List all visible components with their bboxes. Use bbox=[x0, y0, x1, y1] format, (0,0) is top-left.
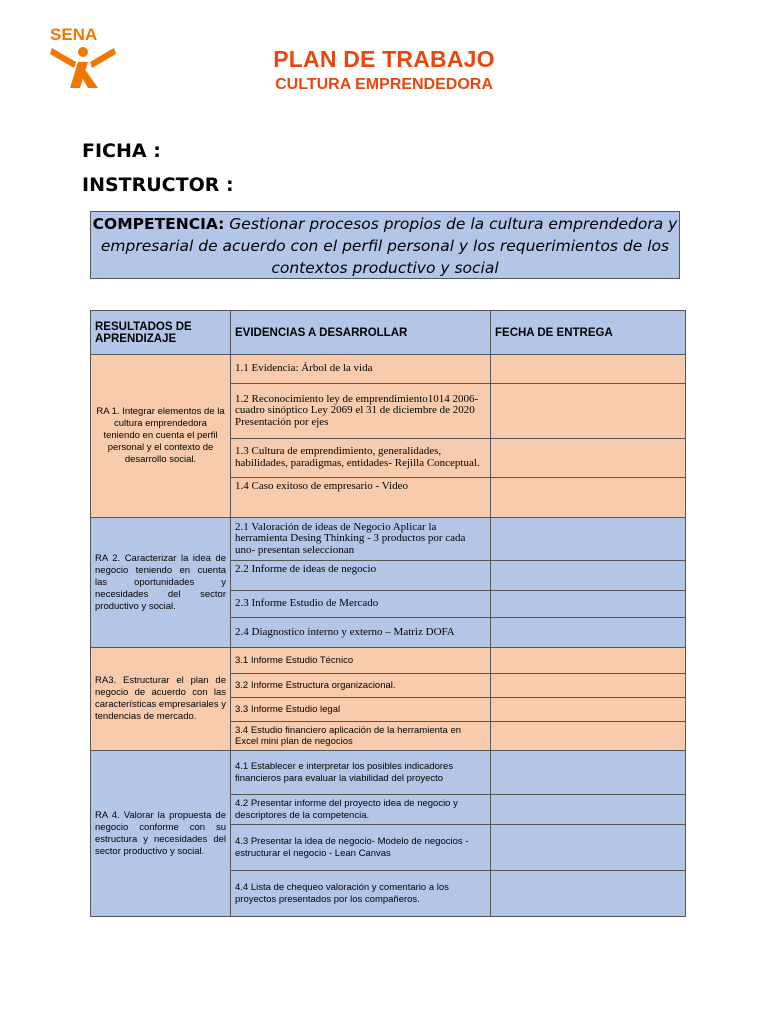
evidence-cell: 2.4 Diagnostico interno y externo – Matriz DOFA bbox=[231, 618, 491, 648]
evidence-cell: 1.4 Caso exitoso de empresario - Video bbox=[231, 477, 491, 517]
ra-cell-3: RA3. Estructurar el plan de negocio de acuerdo con las características empresariales y tendencias de mercado. bbox=[91, 648, 231, 751]
fecha-cell[interactable] bbox=[491, 518, 686, 561]
evidence-cell: 2.1 Valoración de ideas de Negocio Aplicar la herramienta Desing Thinking - 3 productos por cada uno- presentan seleccionan bbox=[231, 518, 491, 561]
evidence-cell: 1.1 Evidencia: Árbol de la vida bbox=[231, 355, 491, 384]
evidence-cell: 1.2 Reconocimiento ley de emprendimiento1014 2006- cuadro sinóptico Ley 2069 el 31 de diciembre de 2020 Presentación por ejes bbox=[231, 384, 491, 438]
ra-cell-1: RA 1. Integrar elementos de la cultura emprendedora teniendo en cuenta el perfil personal y el contexto de desarrollo social. bbox=[91, 355, 231, 518]
fecha-cell[interactable] bbox=[491, 438, 686, 477]
fecha-cell[interactable] bbox=[491, 674, 686, 698]
evidence-cell: 4.3 Presentar la idea de negocio- Modelo de negocios - estructurar el negocio - Lean Canvas bbox=[231, 825, 491, 871]
competencia-text: Gestionar procesos propios de la cultura emprendedora y empresarial de acuerdo con el perfil personal y los requerimientos de los contextos productivo y social bbox=[100, 215, 678, 277]
evidence-cell: 4.4 Lista de chequeo valoración y comentario a los proyectos presentados por los compañeros. bbox=[231, 871, 491, 917]
page-title: PLAN DE TRABAJO bbox=[273, 46, 495, 72]
ra-cell-4: RA 4. Valorar la propuesta de negocio conforme con su estructura y necesidades del sector productivo y social. bbox=[91, 751, 231, 917]
evidence-cell: 3.1 Informe Estudio Técnico bbox=[231, 648, 491, 674]
fecha-cell[interactable] bbox=[491, 698, 686, 722]
fecha-cell[interactable] bbox=[491, 618, 686, 648]
fecha-cell[interactable] bbox=[491, 751, 686, 795]
fecha-cell[interactable] bbox=[491, 591, 686, 618]
work-plan-table bbox=[90, 310, 686, 917]
evidence-cell: 2.3 Informe Estudio de Mercado bbox=[231, 591, 491, 618]
evidence-cell: 3.2 Informe Estructura organizacional. bbox=[231, 674, 491, 698]
evidence-cell: 3.4 Estudio financiero aplicación de la herramienta en Excel mini plan de negocios bbox=[231, 722, 491, 751]
instructor-label: INSTRUCTOR : bbox=[82, 174, 234, 196]
fecha-cell[interactable] bbox=[491, 648, 686, 674]
competencia-box bbox=[90, 211, 680, 279]
fecha-cell[interactable] bbox=[491, 384, 686, 438]
page-subtitle: CULTURA EMPRENDEDORA bbox=[275, 76, 493, 93]
fecha-cell[interactable] bbox=[491, 871, 686, 917]
header-resultados: RESULTADOS DE APRENDIZAJE bbox=[91, 311, 231, 355]
fecha-cell[interactable] bbox=[491, 355, 686, 384]
ficha-label: FICHA : bbox=[82, 140, 161, 162]
header-evidencias: EVIDENCIAS A DESARROLLAR bbox=[231, 311, 491, 355]
fecha-cell[interactable] bbox=[491, 795, 686, 825]
evidence-cell: 1.3 Cultura de emprendimiento, generalidades, habilidades, paradigmas, entidades- Rejilla Conceptual. bbox=[231, 438, 491, 477]
competencia-label: COMPETENCIA: bbox=[92, 215, 225, 233]
evidence-cell: 3.3 Informe Estudio legal bbox=[231, 698, 491, 722]
evidence-cell: 2.2 Informe de ideas de negocio bbox=[231, 561, 491, 591]
header-fecha: FECHA DE ENTREGA bbox=[491, 311, 686, 355]
fecha-cell[interactable] bbox=[491, 561, 686, 591]
fecha-cell[interactable] bbox=[491, 477, 686, 517]
ra-cell-2: RA 2. Caracterizar la idea de negocio teniendo en cuenta las oportunidades y necesidades del sector productivo y social. bbox=[91, 518, 231, 648]
fecha-cell[interactable] bbox=[491, 825, 686, 871]
evidence-cell: 4.2 Presentar informe del proyecto idea de negocio y descriptores de la competencia. bbox=[231, 795, 491, 825]
evidence-cell: 4.1 Establecer e interpretar los posibles indicadores financieros para evaluar la viabilidad del proyecto bbox=[231, 751, 491, 795]
fecha-cell[interactable] bbox=[491, 722, 686, 751]
sena-logo-text: SENA bbox=[50, 25, 98, 44]
